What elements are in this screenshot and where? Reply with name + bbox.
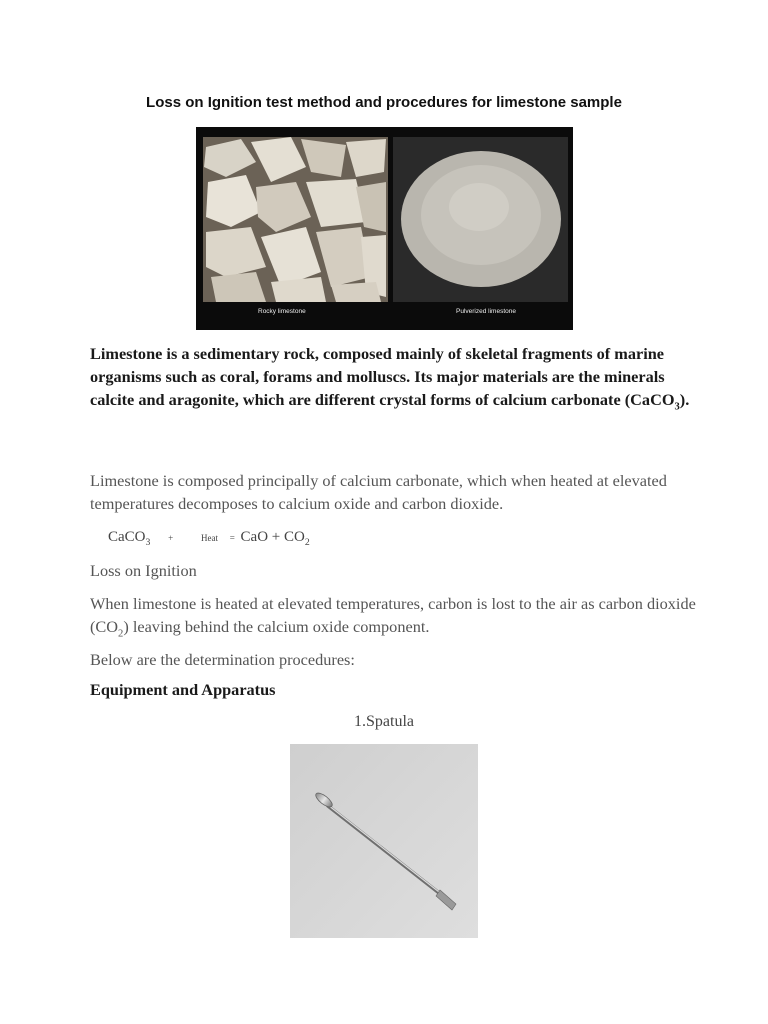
limestone-photo <box>196 127 573 330</box>
document-title: Loss on Ignition test method and procedures for limestone sample <box>146 94 622 111</box>
item-caption: 1.Spatula <box>354 713 414 730</box>
intro-paragraph: Limestone is a sedimentary rock, composed mainly of skeletal fragments of marine organisms such as coral, forams and molluscs. Its major materials are the minerals calcite and aragonite, which are different crystal forms of calcium carbonate (CaCO$_3$). <box>90 344 690 413</box>
chemical-equation: CaCO$_3$ + Heat = CaO + $CO_2$ <box>108 529 310 548</box>
equipment-heading: Equipment and Apparatus <box>90 680 276 699</box>
loi-paragraph: When limestone is heated at elevated temperatures, carbon is lost to the air as carbon dioxide $(CO_2)$ leaving behind the calcium oxide component. <box>90 594 696 640</box>
rock-pile <box>204 137 386 302</box>
rocky-caption: Rocky limestone <box>258 308 306 315</box>
procedures-intro: Below are the determination procedures: <box>90 650 355 669</box>
pulverized-caption: Pulverized limestone <box>456 308 516 315</box>
spatula-photo <box>290 744 478 938</box>
loi-label: Loss on Ignition <box>90 561 197 580</box>
composition-paragraph: Limestone is composed principally of calcium carbonate, which when heated at elevated temperatures decomposes to calcium oxide and carbon dioxide. <box>90 471 667 513</box>
